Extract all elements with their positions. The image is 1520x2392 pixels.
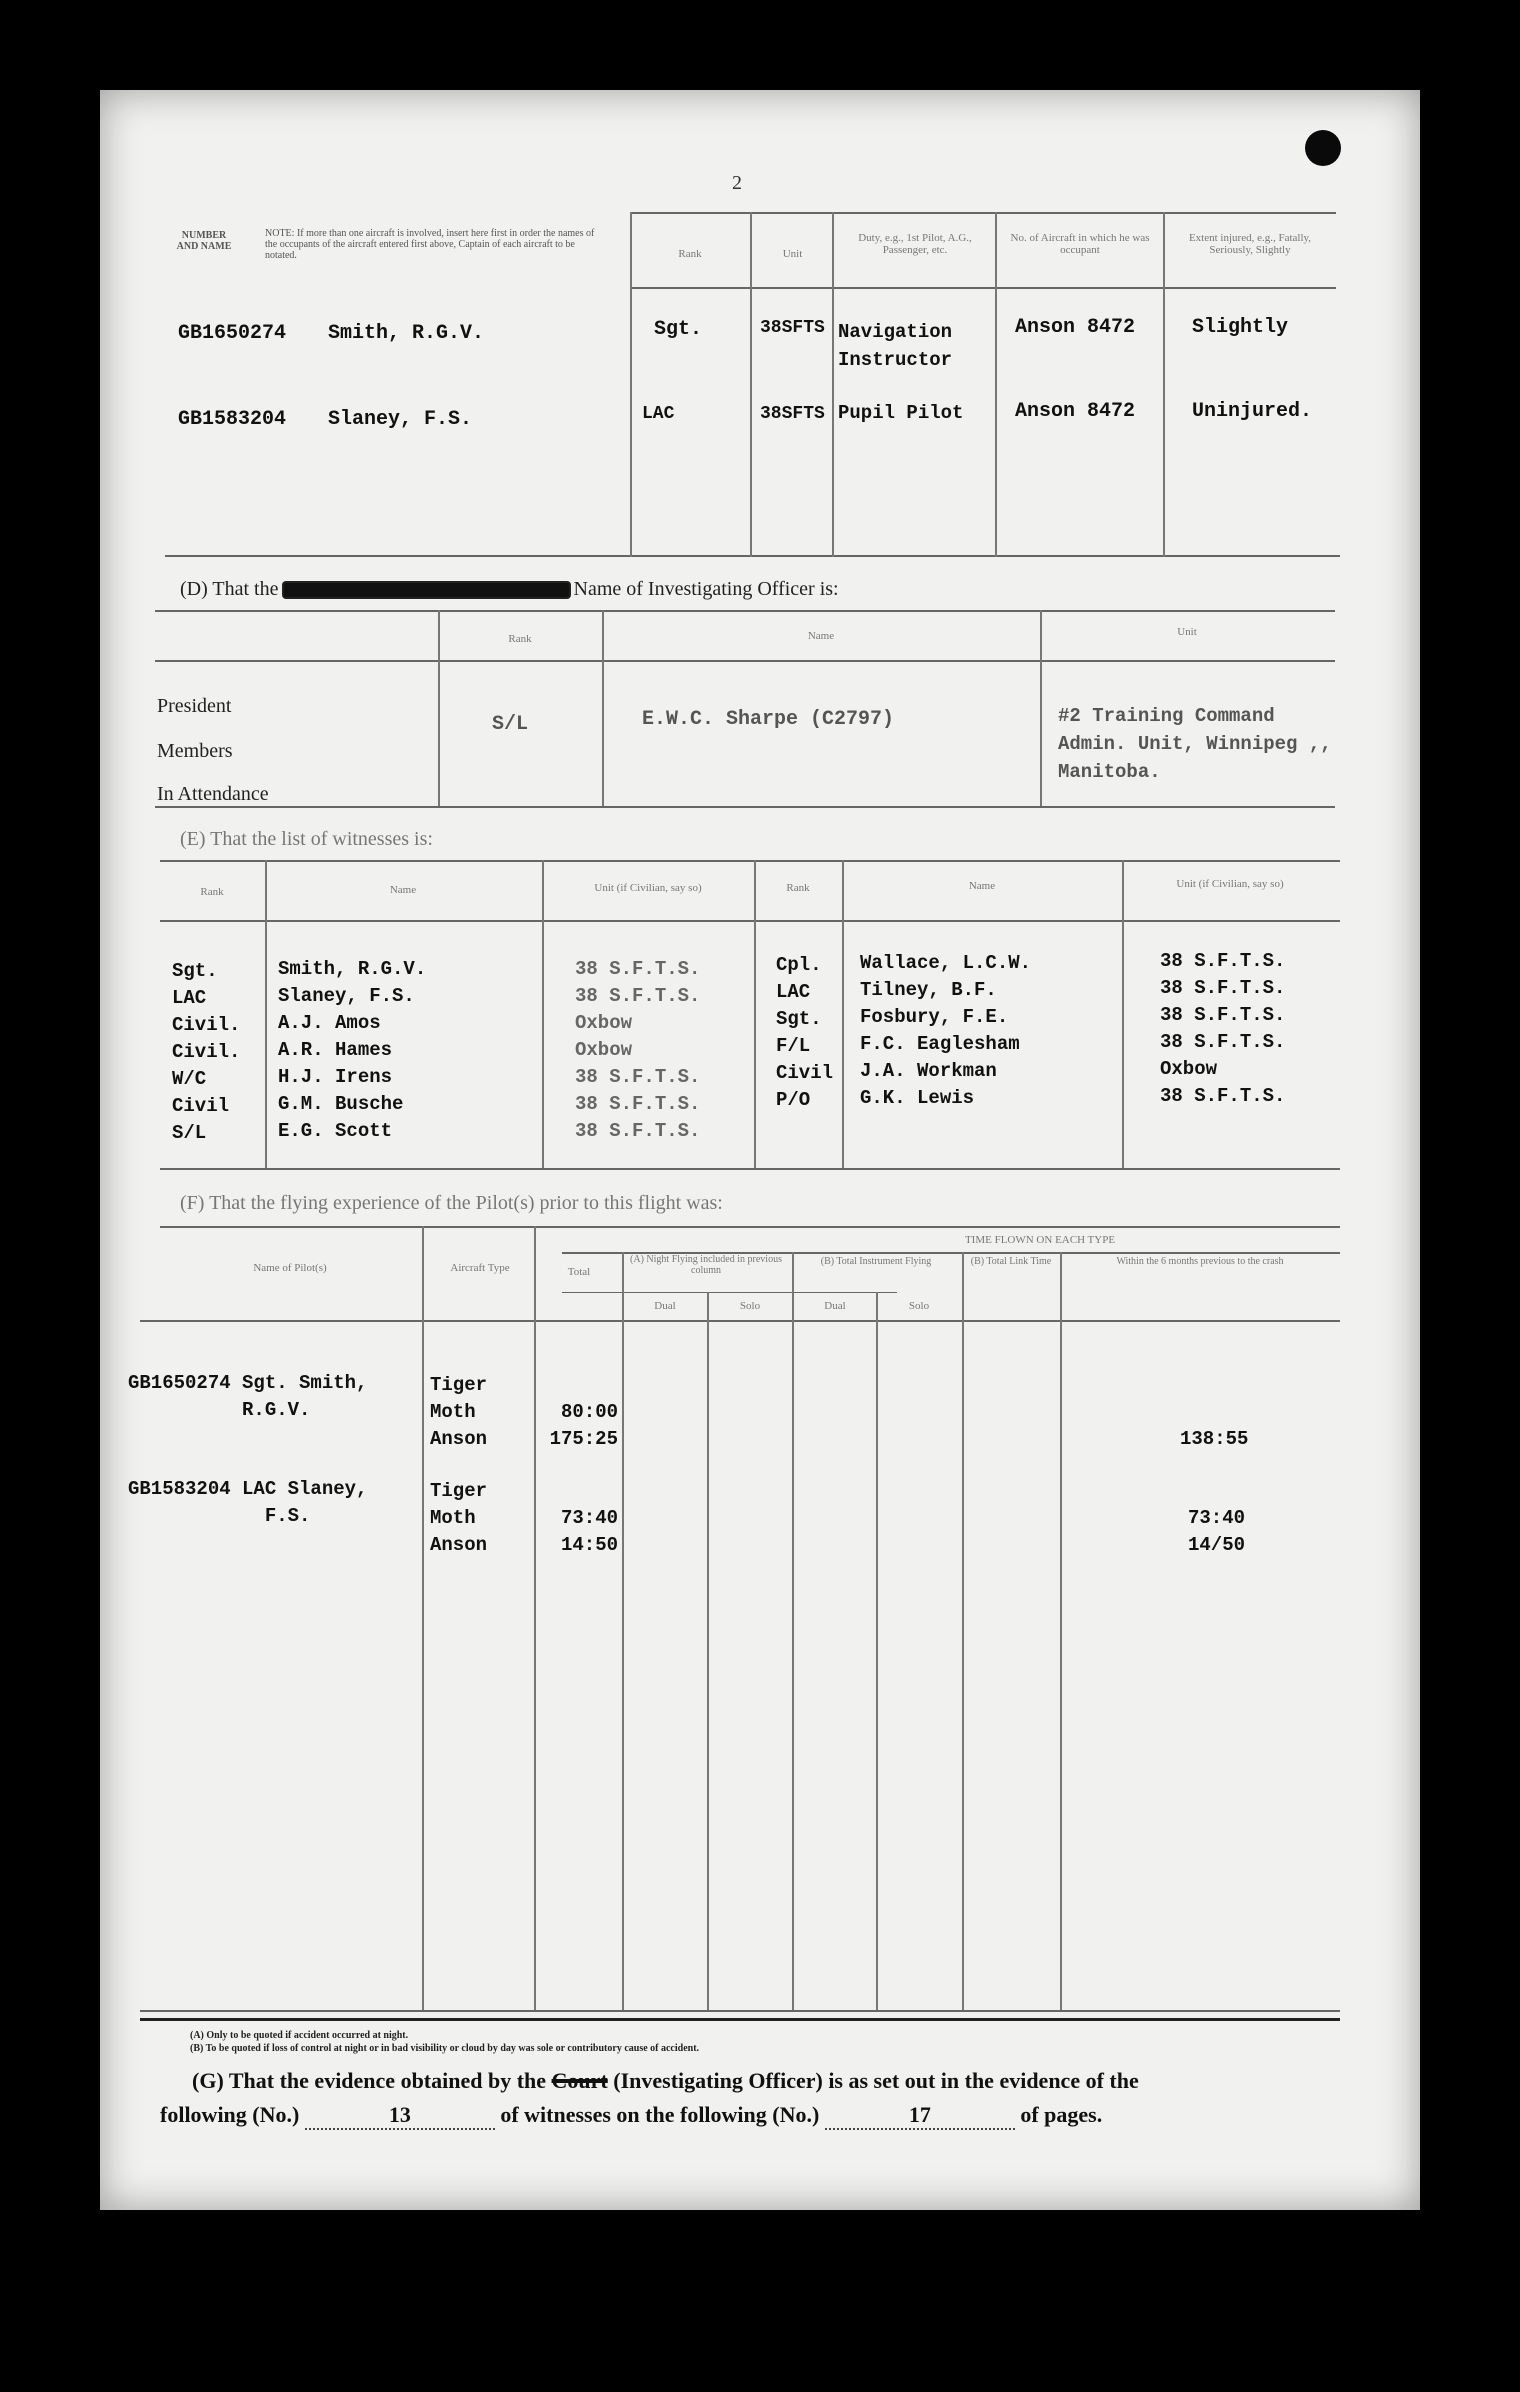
occupant-2-rank: LAC <box>642 404 675 424</box>
col-extent-header: Extent injured, e.g., Fatally, Seriously, Slightly <box>1188 232 1312 256</box>
pilot-2-totals: 73:40 14:50 <box>560 1507 618 1556</box>
instrument-solo: Solo <box>908 1300 930 1312</box>
col-aircraft-header: No. of Aircraft in which he was occupant <box>1010 232 1150 256</box>
redacted-court-text <box>284 583 569 597</box>
officer-rank: S/L <box>492 713 529 736</box>
d-col-unit: Unit <box>1177 626 1197 638</box>
occupant-1-duty: Navigation Instructor <box>838 321 953 371</box>
f-col-total: Total <box>567 1266 591 1278</box>
d-col-rank: Rank <box>508 633 532 645</box>
witness-names-right: Wallace, L.C.W. Tilney, B.F. Fosbury, F.E. F.C. Eaglesham J.A. Workman G.K. Lewis <box>860 952 1032 1109</box>
occupant-2-name: Slaney, F.S. <box>328 408 473 431</box>
pilot-2-types: Tiger Moth Anson <box>430 1480 488 1556</box>
e-col-name-right: Name <box>968 880 996 892</box>
section-d-prefix: (D) That the <box>180 578 279 600</box>
g-line2-c: of pages. <box>1020 2102 1103 2127</box>
f-col-instrument: (B) Total Instrument Flying <box>820 1256 932 1267</box>
f-col-type: Aircraft Type <box>450 1262 510 1274</box>
occupant-1-extent: Slightly <box>1192 316 1289 339</box>
document-page <box>100 90 1420 2210</box>
witness-units-right: 38 S.F.T.S. 38 S.F.T.S. 38 S.F.T.S. 38 S.F.T.S. Oxbow 38 S.F.T.S. <box>1160 950 1286 1107</box>
time-flown-header: TIME FLOWN ON EACH TYPE <box>964 1234 1116 1246</box>
occupant-1-aircraft: Anson 8472 <box>1015 316 1136 339</box>
occupant-1-name: Smith, R.G.V. <box>328 322 485 345</box>
section-g-line1 <box>192 2068 1139 2094</box>
f-col-pilot: Name of Pilot(s) <box>253 1262 327 1274</box>
f-col-link: (B) Total Link Time <box>970 1256 1052 1267</box>
col-duty-header: Duty, e.g., 1st Pilot, A.G., Passenger, etc. <box>858 232 972 256</box>
witness-units-left: 38 S.F.T.S. 38 S.F.T.S. Oxbow Oxbow 38 S.F.T.S. 38 S.F.T.S. 38 S.F.T.S. <box>575 958 701 1142</box>
night-solo: Solo <box>739 1300 761 1312</box>
occupant-1-unit: 38SFTS <box>760 318 825 338</box>
section-g-line2 <box>160 2102 1102 2130</box>
pilot-1-types: Tiger Moth Anson <box>430 1374 488 1450</box>
president-label: President <box>157 695 232 717</box>
pilot-2-name: GB1583204 LAC Slaney, F.S. <box>128 1478 368 1527</box>
witness-names-left: Smith, R.G.V. Slaney, F.S. A.J. Amos A.R. Hames H.J. Irens G.M. Busche E.G. Scott <box>278 958 427 1142</box>
g-struck-court: Court <box>551 2068 608 2093</box>
pilot-1-totals: 80:00 175:25 <box>549 1401 618 1450</box>
section-e-heading: (E) That the list of witnesses is: <box>180 828 433 850</box>
f-col-six-months: Within the 6 months previous to the crash <box>1116 1256 1284 1267</box>
witness-ranks-right: Cpl. LAC Sgt. F/L Civil P/O <box>776 954 834 1111</box>
pages-count: 17 <box>825 2102 1015 2130</box>
occupant-2-extent: Uninjured. <box>1192 400 1313 423</box>
g-line1-a: (G) That the evidence obtained by the <box>192 2068 547 2093</box>
e-col-rank-right: Rank <box>786 882 810 894</box>
occupant-1-rank: Sgt. <box>654 318 703 341</box>
g-line2-a: following (No.) <box>160 2102 300 2127</box>
header-number-name: NUMBER AND NAME <box>176 230 232 252</box>
in-attendance-label: In Attendance <box>157 783 269 805</box>
header-note: NOTE: If more than one aircraft is involved, insert here first in order the names of the occupants of the aircraft entered first above, Captain of each aircraft to be notated. <box>265 228 595 261</box>
section-d-heading <box>180 578 839 601</box>
officer-name: E.W.C. Sharpe (C2797) <box>642 708 895 731</box>
page-number: 2 <box>732 172 742 194</box>
pilot-1-name: GB1650274 Sgt. Smith, R.G.V. <box>128 1372 368 1421</box>
witnesses-count: 13 <box>305 2102 495 2130</box>
members-label: Members <box>157 740 233 762</box>
punch-hole <box>1305 130 1341 166</box>
night-dual: Dual <box>654 1300 676 1312</box>
witness-ranks-left: Sgt. LAC Civil. Civil. W/C Civil S/L <box>172 960 241 1144</box>
e-col-unit-left: Unit (if Civilian, say so) <box>594 882 702 894</box>
pilot-2-six-months: 73:40 14/50 <box>1188 1507 1246 1556</box>
g-line2-b: of witnesses on the following (No.) <box>500 2102 820 2127</box>
instrument-dual: Dual <box>824 1300 846 1312</box>
occupant-2-number: GB1583204 <box>178 408 287 431</box>
g-line1-b: (Investigating Officer) is as set out in the evidence of the <box>613 2068 1139 2093</box>
pilot-1-six-months: 138:55 <box>1180 1428 1249 1450</box>
f-col-night: (A) Night Flying included in previous column <box>630 1254 782 1276</box>
occupant-2-aircraft: Anson 8472 <box>1015 400 1136 423</box>
occupant-2-duty: Pupil Pilot <box>838 402 964 424</box>
footnote-b: (B) To be quoted if loss of control at night or in bad visibility or cloud by day was sole or contributory cause of accident. <box>190 2043 700 2054</box>
section-f-heading: (F) That the flying experience of the Pilot(s) prior to this flight was: <box>180 1192 723 1214</box>
e-col-rank-left: Rank <box>200 886 224 898</box>
officer-unit: #2 Training Command Admin. Unit, Winnipeg ,, Manitoba. <box>1058 705 1332 783</box>
e-col-unit-right: Unit (if Civilian, say so) <box>1176 878 1284 890</box>
d-col-name: Name <box>807 630 835 642</box>
e-col-name-left: Name <box>389 884 417 896</box>
occupant-1-number: GB1650274 <box>178 322 287 345</box>
col-unit-header: Unit <box>782 248 803 260</box>
footnote-a: (A) Only to be quoted if accident occurred at night. <box>190 2030 409 2041</box>
section-d-suffix: Name of Investigating Officer is: <box>573 578 839 600</box>
col-rank-header: Rank <box>678 248 702 260</box>
occupant-2-unit: 38SFTS <box>760 404 825 424</box>
